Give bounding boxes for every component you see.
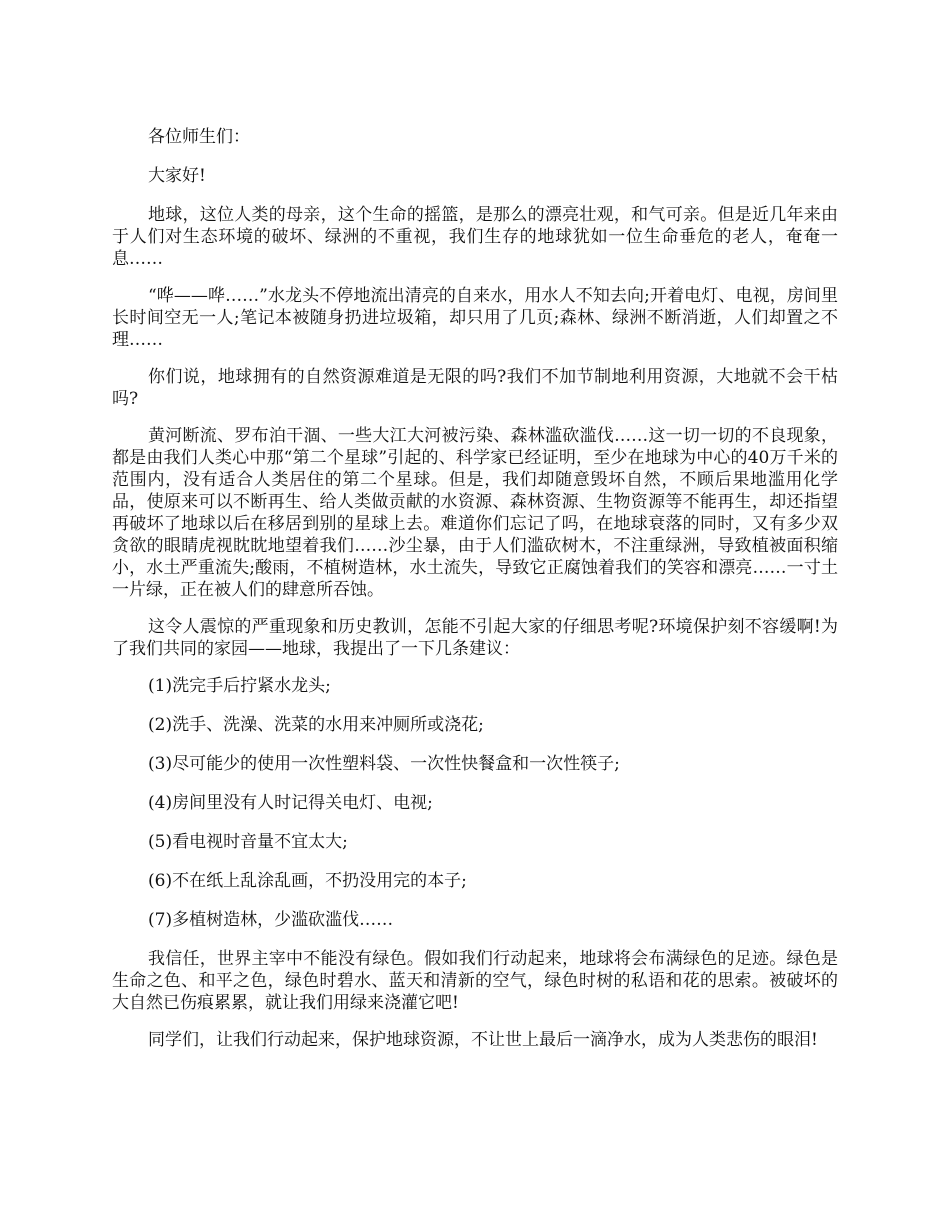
document-page: [112, 126, 838, 1066]
greeting: 各位师生们：: [148, 127, 250, 147]
suggestion-item: (5)看电视时音量不宜太大;: [148, 832, 348, 852]
paragraph: 地球，这位人类的母亲，这个生命的摇篮，是那么的漂亮壮观，和气可亲。但是近几年来由于人们对生态环境的破坏、绿洲的不重视，我们生存的地球犹如一位生命垂危的老人，奄奄一息……: [112, 205, 838, 269]
suggestion-item: (4)房间里没有人时记得关电灯、电视;: [148, 793, 433, 813]
suggestion-item: (7)多植树造林，少滥砍滥伐……: [148, 910, 394, 930]
suggestion-item: (3)尽可能少的使用一次性塑料袋、一次性快餐盒和一次性筷子;: [148, 754, 620, 774]
salutation: 大家好!: [148, 166, 206, 186]
suggestion-item: (1)洗完手后拧紧水龙头;: [148, 676, 331, 696]
paragraph: 你们说，地球拥有的自然资源难道是无限的吗?我们不加节制地利用资源，大地就不会干枯吗?: [112, 367, 838, 409]
paragraph: “哗——哗……”水龙头不停地流出清亮的自来水，用水人不知去向;开着电灯、电视，房间里长时间空无一人;笔记本被随身扔进垃圾箱，却只用了几页;森林、绿洲不断消逝，人们却置之不理……: [112, 286, 838, 350]
paragraph: 黄河断流、罗布泊干涸、一些大江大河被污染、森林滥砍滥伐……这一切一切的不良现象，都是由我们人类心中那“第二个星球”引起的、科学家已经证明，至少在地球为中心的40万千米的范围内，没有适合人类居住的第二个星球。但是，我们却随意毁坏自然，不顾后果地滥用化学品，使原来可以不断再生、给人类做贡献的水资源、森林资源、生物资源等不能再生，却还指望再破坏了地球以后在移居到别的星球上去。难道你们忘记了吗，在地球衰落的同时，又有多少双贪欲的眼睛虎视眈眈地望着我们……沙尘暴，由于人们滥砍树木，不注重绿洲，导致植被面积缩小，水土严重流失;酸雨，不植树造林，水土流失，导致它正腐蚀着我们的笑容和漂亮……一寸土一片绿，正在被人们的肆意所吞蚀。: [112, 426, 838, 600]
paragraph: 这令人震惊的严重现象和历史教训，怎能不引起大家的仔细思考呢?环境保护刻不容缓啊!为了我们共同的家园——地球，我提出了一下几条建议：: [112, 617, 838, 659]
suggestion-item: (2)洗手、洗澡、洗菜的水用来冲厕所或浇花;: [148, 715, 484, 735]
closing-paragraph: 我信任，世界主宰中不能没有绿色。假如我们行动起来，地球将会布满绿色的足迹。绿色是生命之色、和平之色，绿色时碧水、蓝天和清新的空气，绿色时树的私语和花的思索。被破坏的大自然已伤痕累累，就让我们用绿来浇灌它吧!: [112, 949, 838, 1013]
suggestion-item: (6)不在纸上乱涂乱画，不扔没用完的本子;: [148, 871, 467, 891]
closing-paragraph: 同学们，让我们行动起来，保护地球资源，不让世上最后一滴净水，成为人类悲伤的眼泪!: [148, 1030, 818, 1050]
